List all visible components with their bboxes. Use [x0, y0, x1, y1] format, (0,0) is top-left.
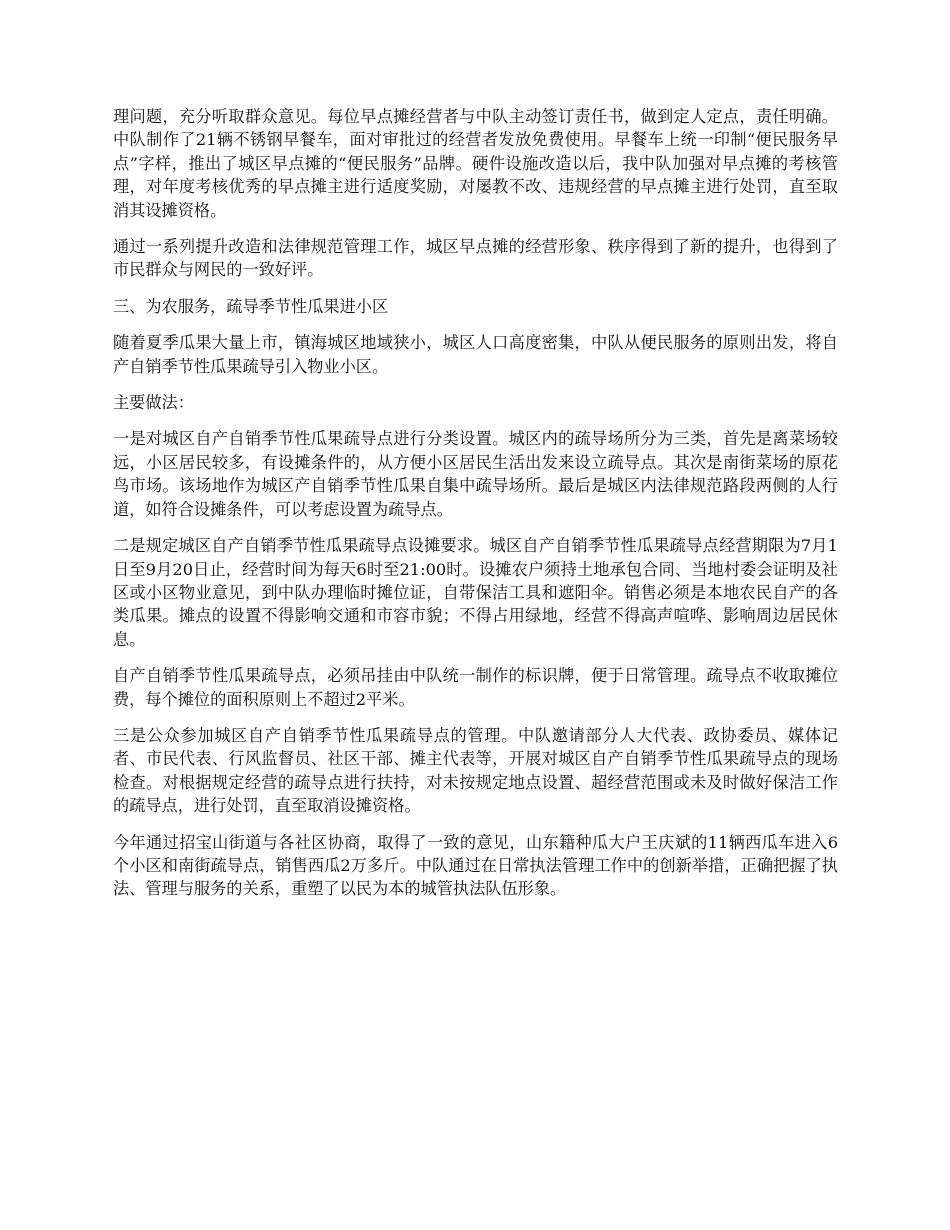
- paragraph-2: 通过一系列提升改造和法律规范管理工作，城区早点摊的经营形象、秩序得到了新的提升，也得到了市民群众与网民的一致好评。: [113, 237, 838, 280]
- subheading-methods: 主要做法：: [113, 393, 194, 413]
- paragraph-8: 今年通过招宝山街道与各社区协商，取得了一致的意见，山东籍种瓜大户王庆斌的11辆西瓜车进入6个小区和南街疏导点，销售西瓜2万多斤。中队通过在日常执法管理工作中的创新举措，正确把握了执法、管理与服务的关系，重塑了以民为本的城管执法队伍形象。: [113, 832, 838, 899]
- paragraph-6: 自产自销季节性瓜果疏导点，必须吊挂由中队统一制作的标识牌，便于日常管理。疏导点不收取摊位费，每个摊位的面积原则上不超过2平米。: [113, 666, 838, 709]
- paragraph-3: 随着夏季瓜果大量上市，镇海城区地域狭小，城区人口高度密集，中队从便民服务的原则出发，将自产自销季节性瓜果疏导引入物业小区。: [113, 333, 838, 376]
- section-heading: 三、为农服务，疏导季节性瓜果进小区: [113, 296, 389, 316]
- paragraph-7: 三是公众参加城区自产自销季节性瓜果疏导点的管理。中队邀请部分人大代表、政协委员、媒体记者、市民代表、行风监督员、社区干部、摊主代表等，开展对城区自产自销季节性瓜果疏导点的现场检查。对根据规定经营的疏导点进行扶持，对未按规定地点设置、超经营范围或未及时做好保洁工作的疏导点，进行处罚，直至取消设摊资格。: [113, 725, 838, 816]
- paragraph-5: 二是规定城区自产自销季节性瓜果疏导点设摊要求。城区自产自销季节性瓜果疏导点经营期限为7月1日至9月20日止，经营时间为每天6时至21:00时。设摊农户须持土地承包合同、当地村委会证明及社区或小区物业意见，到中队办理临时摊位证，自带保洁工具和遮阳伞。销售必须是本地农民自产的各类瓜果。摊点的设置不得影响交通和市容市貌；不得占用绿地，经营不得高声喧哗、影响周边居民休息。: [113, 536, 838, 649]
- paragraph-4: 一是对城区自产自销季节性瓜果疏导点进行分类设置。城区内的疏导场所分为三类，首先是离菜场较远，小区居民较多，有设摊条件的，从方便小区居民生活出发来设立疏导点。其次是南街菜场的原花鸟市场。该场地作为城区产自销季节性瓜果自集中疏导场所。最后是城区内法律规范路段两侧的人行道，如符合设摊条件，可以考虑设置为疏导点。: [113, 429, 838, 519]
- document-body: [113, 105, 838, 914]
- paragraph-1: 理问题，充分听取群众意见。每位早点摊经营者与中队主动签订责任书，做到定人定点，责任明确。中队制作了21辆不锈钢早餐车，面对审批过的经营者发放免费使用。早餐车上统一印制“便民服务早点”字样，推出了城区早点摊的“便民服务”品牌。硬件设施改造以后，我中队加强对早点摊的考核管理，对年度考核优秀的早点摊主进行适度奖励，对屡教不改、违规经营的早点摊主进行处罚，直至取消其设摊资格。: [113, 107, 838, 220]
